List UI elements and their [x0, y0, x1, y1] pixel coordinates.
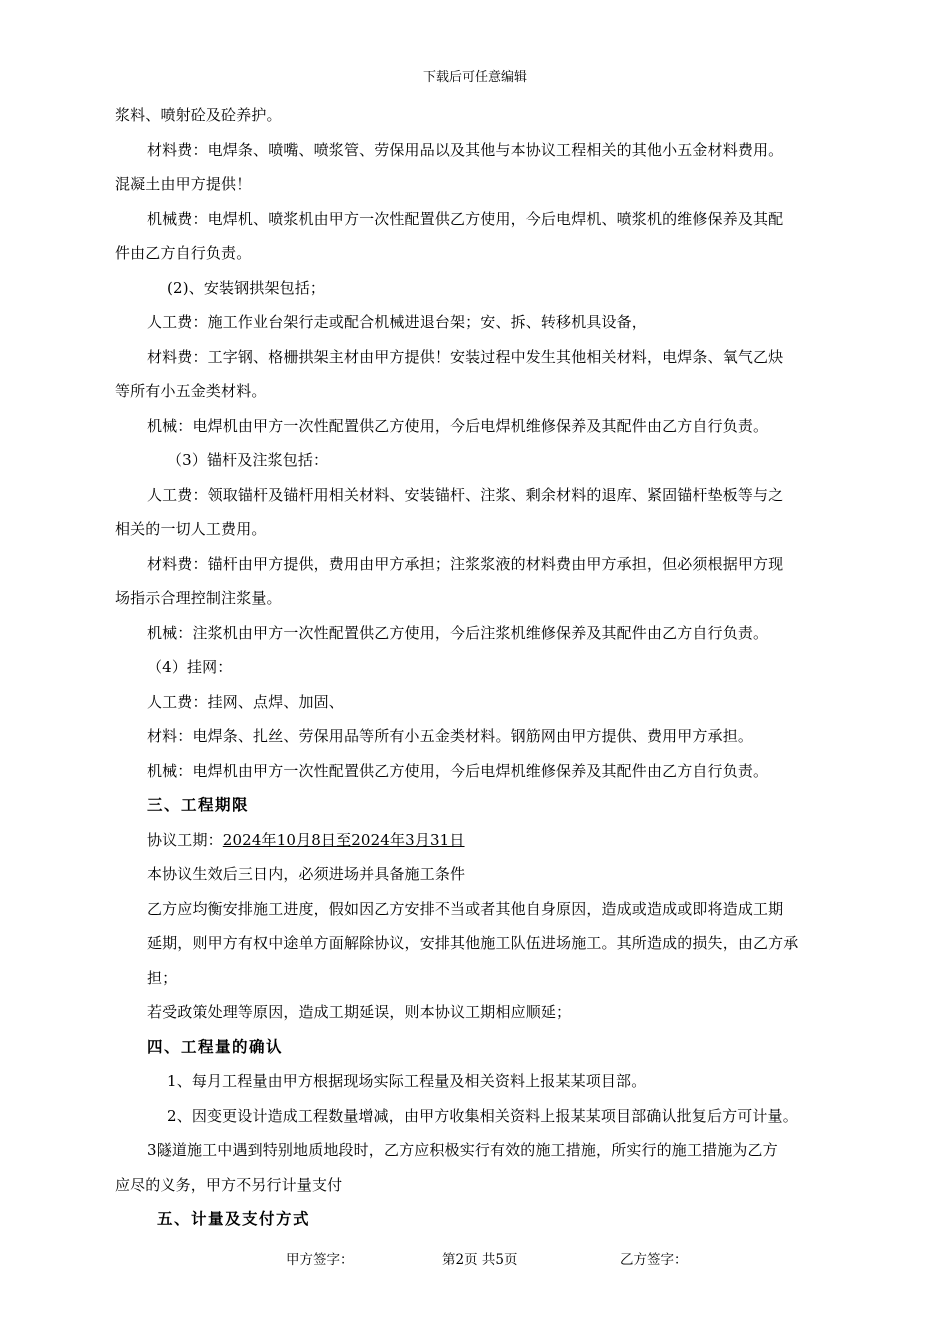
- paragraph-line: 材料：电焊条、扎丝、劳保用品等所有小五金类材料。钢筋网由甲方提供、费用甲方承担。: [147, 727, 754, 745]
- paragraph-line: 机械：电焊机由甲方一次性配置供乙方使用，今后电焊机维修保养及其配件由乙方自行负责。: [147, 761, 769, 780]
- paragraph-line: 3隧道施工中遇到特别地质地段时，乙方应积极实行有效的施工措施，所实行的施工措施为乙方: [147, 1141, 778, 1159]
- subsection-title: (2)、安装钢拱架包括；: [167, 278, 326, 297]
- party-a-signature-label: 甲方签字：: [286, 1252, 354, 1268]
- section-heading: 五、计量及支付方式: [157, 1209, 311, 1228]
- page-header: 下载后可任意编辑: [422, 70, 527, 85]
- paragraph-line: 混凝土由甲方提供！: [115, 175, 252, 193]
- paragraph-line: 人工费：挂网、点焊、加固、: [147, 692, 344, 711]
- paragraph-line: 1、每月工程量由甲方根据现场实际工程量及相关资料上报某某项目部。: [167, 1072, 647, 1090]
- section-heading: 三、工程期限: [147, 795, 250, 814]
- paragraph-line: 浆料、喷射砼及砼养护。: [115, 106, 282, 124]
- page-footer: [0, 1248, 950, 1268]
- term-line: [115, 823, 865, 858]
- paragraph-line: 2、因变更设计造成工程数量增减，由甲方收集相关资料上报某某项目部确认批复后方可计量。: [167, 1106, 798, 1125]
- paragraph-line: 延期，则甲方有权中途单方面解除协议，安排其他施工队伍进场施工。其所造成的损失，由乙方承: [147, 934, 799, 952]
- paragraph-line: 材料费：锚杆由甲方提供，费用由甲方承担；注浆浆液的材料费由甲方承担，但必须根据甲方现: [147, 554, 784, 573]
- paragraph-line: 本协议生效后三日内，必须进场并具备施工条件: [147, 865, 466, 883]
- paragraph-line: 乙方应均衡安排施工进度，假如因乙方安排不当或者其他自身原因，造成或造成或即将造成工期: [147, 899, 784, 918]
- paragraph-line: 等所有小五金类材料。: [115, 382, 267, 400]
- document-body: [115, 98, 865, 1237]
- paragraph-line: 机械：电焊机由甲方一次性配置供乙方使用，今后电焊机维修保养及其配件由乙方自行负责。: [147, 416, 769, 435]
- paragraph-line: 机械：注浆机由甲方一次性配置供乙方使用，今后注浆机维修保养及其配件由乙方自行负责。: [147, 623, 769, 642]
- paragraph-line: 人工费：施工作业台架行走或配合机械进退台架；安、拆、转移机具设备，: [147, 313, 647, 331]
- paragraph-line: 件由乙方自行负责。: [115, 244, 252, 262]
- term-dates: 2024年10月8日至2024年3月31日: [222, 830, 465, 849]
- paragraph-line: 若受政策处理等原因，造成工期延误，则本协议工期相应顺延；: [147, 1003, 572, 1021]
- paragraph-line: 应尽的义务，甲方不另行计量支付: [115, 1175, 343, 1194]
- subsection-title: （4）挂网：: [147, 658, 233, 676]
- paragraph-line: 人工费：领取锚杆及锚杆用相关材料、安装锚杆、注浆、剩余材料的退库、紧固锚杆垫板等与之: [147, 485, 784, 504]
- paragraph-line: 场指示合理控制注浆量。: [115, 589, 282, 607]
- section-heading: 四、工程量的确认: [147, 1036, 284, 1056]
- subsection-title: （3）锚杆及注浆包括：: [167, 451, 329, 469]
- paragraph-line: 相关的一切人工费用。: [115, 520, 267, 538]
- paragraph-line: 材料费：工字钢、格栅拱架主材由甲方提供！安装过程中发生其他相关材料，电焊条、氧气乙炔: [147, 347, 784, 366]
- term-label: 协议工期：: [147, 830, 223, 849]
- paragraph-line: 机械费：电焊机、喷浆机由甲方一次性配置供乙方使用，今后电焊机、喷浆机的维修保养及其配: [147, 209, 784, 228]
- page-number: 第2页 共5页: [442, 1252, 518, 1268]
- paragraph-line: 担；: [147, 968, 178, 987]
- party-b-signature-label: 乙方签字：: [620, 1252, 688, 1268]
- paragraph-line: 材料费：电焊条、喷嘴、喷浆管、劳保用品以及其他与本协议工程相关的其他小五金材料费用。: [147, 140, 784, 159]
